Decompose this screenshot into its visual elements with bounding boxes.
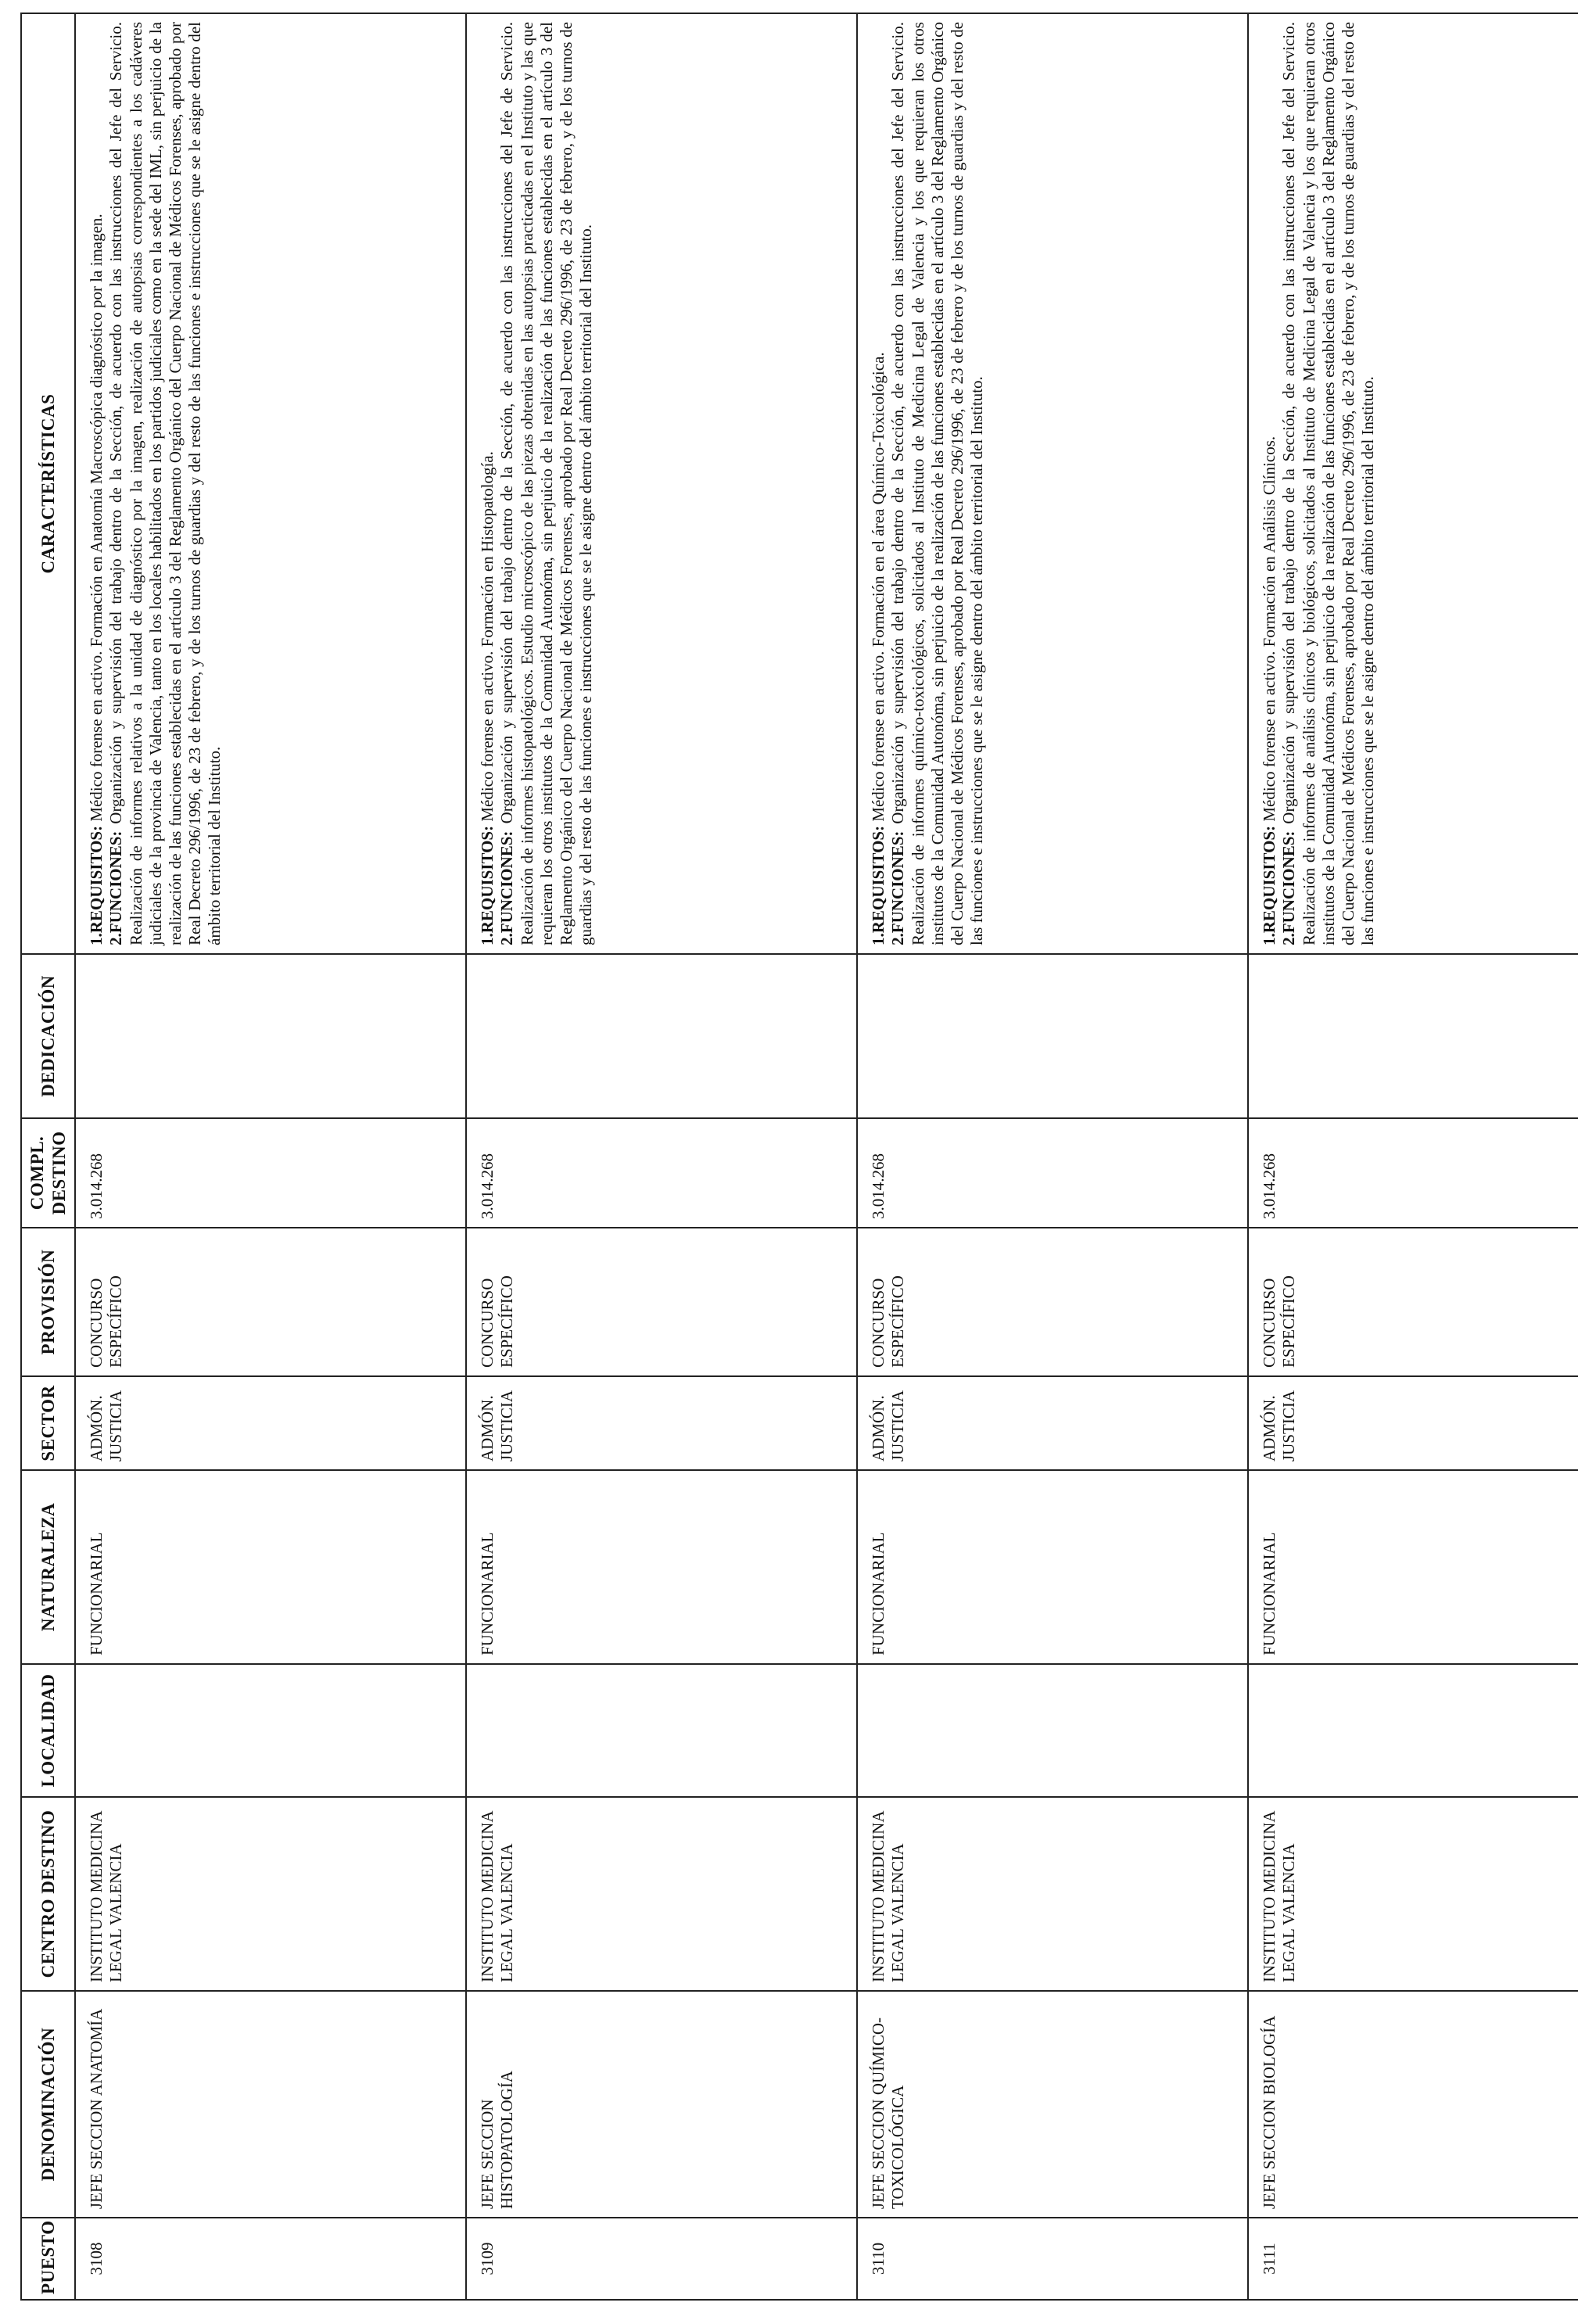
- cell-localidad: [1248, 1664, 1578, 1797]
- cell-centro-destino: INSTITUTO MEDICINA LEGAL VALENCIA: [466, 1797, 857, 1991]
- cell-caracteristicas: [1248, 13, 1578, 954]
- cell-sector: ADMÓN. JUSTICIA: [1248, 1376, 1578, 1470]
- header-provision: PROVISIÓN: [21, 1228, 75, 1376]
- requisitos-text: Médico forense en activo. Formación en Anatomía Macroscópica diagnóstico por la imagen.: [87, 213, 106, 826]
- cell-caracteristicas: [857, 13, 1248, 954]
- requisitos-label: 1.REQUISITOS:: [1260, 825, 1279, 945]
- funciones-label: 2.FUNCIONES:: [888, 830, 908, 945]
- funciones-label: 2.FUNCIONES:: [497, 830, 517, 945]
- cell-sector: ADMÓN. JUSTICIA: [857, 1376, 1248, 1470]
- cell-centro-destino: INSTITUTO MEDICINA LEGAL VALENCIA: [857, 1797, 1248, 1991]
- cell-denominacion: JEFE SECCION HISTOPATOLOGÍA: [466, 1991, 857, 2218]
- requisitos-paragraph: [87, 22, 106, 945]
- cell-compl-destino: 3.014.268: [1248, 1118, 1578, 1228]
- header-row: [21, 13, 75, 2300]
- funciones-paragraph: [106, 22, 224, 945]
- cell-compl-destino: 3.014.268: [466, 1118, 857, 1228]
- header-puesto: PUESTO: [21, 2218, 75, 2300]
- table-row: [1248, 13, 1578, 2300]
- cell-provision: CONCURSO ESPECÍFICO: [1248, 1228, 1578, 1376]
- funciones-label: 2.FUNCIONES:: [1279, 830, 1299, 945]
- table-row: [857, 13, 1248, 2300]
- requisitos-paragraph: [478, 22, 497, 945]
- header-denominacion: DENOMINACIÓN: [21, 1991, 75, 2218]
- requisitos-label: 1.REQUISITOS:: [869, 825, 888, 945]
- funciones-paragraph: [888, 22, 987, 945]
- cell-sector: ADMÓN. JUSTICIA: [75, 1376, 466, 1470]
- requisitos-label: 1.REQUISITOS:: [478, 825, 497, 945]
- table-row: [75, 13, 466, 2300]
- cell-dedicacion: [75, 954, 466, 1118]
- funciones-paragraph: [497, 22, 596, 945]
- header-naturaleza: NATURALEZA: [21, 1470, 75, 1664]
- requisitos-paragraph: [869, 22, 888, 945]
- cell-naturaleza: FUNCIONARIAL: [857, 1470, 1248, 1664]
- cell-localidad: [466, 1664, 857, 1797]
- requisitos-text: Médico forense en activo. Formación en Análisis Clínicos.: [1260, 436, 1279, 826]
- header-sector: SECTOR: [21, 1376, 75, 1470]
- funciones-label: 2.FUNCIONES:: [106, 830, 126, 945]
- header-compl-destino: COMPL. DESTINO: [21, 1118, 75, 1228]
- cell-caracteristicas: [466, 13, 857, 954]
- cell-naturaleza: FUNCIONARIAL: [1248, 1470, 1578, 1664]
- cell-compl-destino: 3.014.268: [75, 1118, 466, 1228]
- cell-denominacion: JEFE SECCION QUÍMICO-TOXICOLÓGICA: [857, 1991, 1248, 2218]
- cell-puesto: 3108: [75, 2218, 466, 2300]
- cell-provision: CONCURSO ESPECÍFICO: [75, 1228, 466, 1376]
- cell-provision: CONCURSO ESPECÍFICO: [857, 1228, 1248, 1376]
- cell-puesto: 3111: [1248, 2218, 1578, 2300]
- funciones-text: Organización y supervisión del trabajo dentro de la Sección, de acuerdo con las instrucciones del Jefe del Servicio. Realización de informes relativos a la unidad de diagnóstico por la imagen, realización de autopsias correspondientes a los cadáveres judiciales de la provincia de Valencia, tanto en los locales habilitados en los partidos judiciales como en la sede del IML, sin perjuicio de la realización de las funciones establecidas en el artículo 3 del Reglamento Orgánico del Cuerpo Nacional de Médicos Forenses, aprobado por Real Decreto 296/1996, de 23 de febrero, y de los turnos de guardias y del resto de las funciones e instrucciones que se le asigne dentro del ámbito territorial del Instituto.: [106, 22, 224, 945]
- header-centro-destino: CENTRO DESTINO: [21, 1797, 75, 1991]
- cell-dedicacion: [466, 954, 857, 1118]
- funciones-paragraph: [1279, 22, 1378, 945]
- requisitos-label: 1.REQUISITOS:: [87, 825, 106, 945]
- funciones-text: Organización y supervisión del trabajo dentro de la Sección, de acuerdo con las instrucciones del Jefe del Servicio. Realización de informes químico-toxicológicos, solicitados al Instituto de Medicina Legal de Valencia y los que requieran los otros institutos de la Comunidad Autonóma, sin perjuicio de la realización de las funciones establecidas en el artículo 3 del Reglamento Orgánico del Cuerpo Nacional de Médicos Forenses, aprobado por Real Decreto 296/1996, de 23 de febrero y de los turnos de guardias y del resto de las funciones e instrucciones que se le asigne dentro del ámbito territorial del Instituto.: [888, 22, 987, 945]
- cell-puesto: 3109: [466, 2218, 857, 2300]
- funciones-text: Organización y supervisión del trabajo dentro de la Sección, de acuerdo con las instrucciones del Jefe de Servicio. Realización de informes histopatológicos. Estudio microscópico de las piezas obtenidas en las autopsias practicadas en el Instituto y las que requieran los otros institutos de la Comunidad Autonóma, sin perjuicio de la realización de las funciones establecidas en el artículo 3 del Reglamento Orgánico del Cuerpo Nacional de Médicos Forenses, aprobado por Real Decreto 296/1996, de 23 de febrero, y de los turnos de guardias y del resto de las funciones e instrucciones que se le asigne dentro del ámbito territorial del Instituto.: [497, 22, 596, 945]
- cell-denominacion: JEFE SECCION ANATOMÍA: [75, 1991, 466, 2218]
- requisitos-text: Médico forense en activo. Formación en Histopatología.: [478, 451, 497, 826]
- table-row: [466, 13, 857, 2300]
- cell-dedicacion: [1248, 954, 1578, 1118]
- header-caracteristicas: CARACTERÍSTICAS: [21, 13, 75, 954]
- cell-denominacion: JEFE SECCION BIOLOGÍA: [1248, 1991, 1578, 2218]
- cell-localidad: [75, 1664, 466, 1797]
- header-dedicacion: DEDICACIÓN: [21, 954, 75, 1118]
- cell-centro-destino: INSTITUTO MEDICINA LEGAL VALENCIA: [1248, 1797, 1578, 1991]
- cell-centro-destino: INSTITUTO MEDICINA LEGAL VALENCIA: [75, 1797, 466, 1991]
- cell-localidad: [857, 1664, 1248, 1797]
- positions-table: [20, 13, 1578, 2301]
- cell-provision: CONCURSO ESPECÍFICO: [466, 1228, 857, 1376]
- requisitos-text: Médico forense en activo. Formación en el área Químico-Toxicológica.: [869, 352, 888, 826]
- cell-compl-destino: 3.014.268: [857, 1118, 1248, 1228]
- cell-puesto: 3110: [857, 2218, 1248, 2300]
- cell-dedicacion: [857, 954, 1248, 1118]
- cell-sector: ADMÓN. JUSTICIA: [466, 1376, 857, 1470]
- cell-caracteristicas: [75, 13, 466, 954]
- funciones-text: Organización y supervisión del trabajo dentro de la Sección, de acuerdo con las instrucciones del Jefe del Servicio. Realización de informes de análisis clínicos y biológicos, solicitados al Instituto de Medicina Legal de Valencia y los que requieran otros institutos de la Comunidad Autonóma, sin perjuicio de la realización de las funciones establecidas en el artículo 3 del Reglamento Orgánico del Cuerpo Nacional de Médicos Forenses, aprobado por Real Decreto 296/1996, de 23 de febrero, y de los turnos de guardias y del resto de las funciones e instrucciones que se le asigne dentro del ámbito territorial del Instituto.: [1279, 22, 1378, 945]
- cell-naturaleza: FUNCIONARIAL: [75, 1470, 466, 1664]
- cell-naturaleza: FUNCIONARIAL: [466, 1470, 857, 1664]
- header-localidad: LOCALIDAD: [21, 1664, 75, 1797]
- requisitos-paragraph: [1260, 22, 1279, 945]
